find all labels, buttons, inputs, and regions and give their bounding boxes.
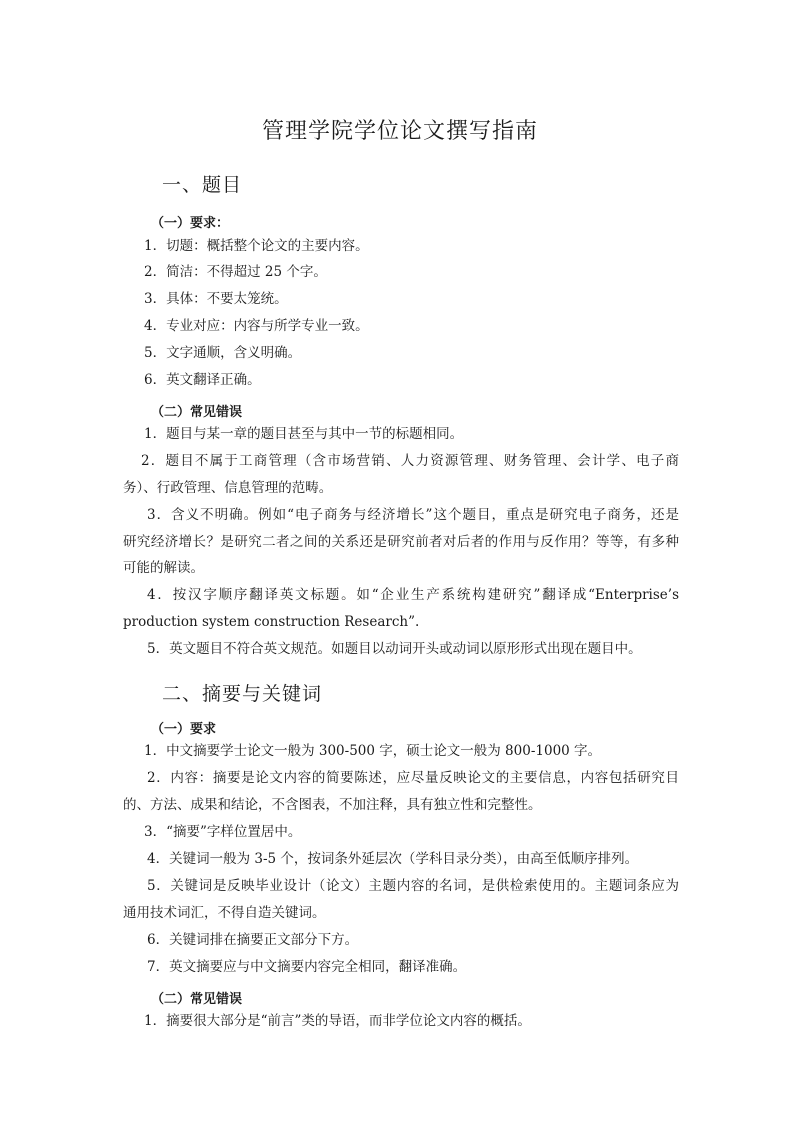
subsection-heading-requirements: （一）要求： (151, 216, 230, 231)
list-item: 7．英文摘要应与中文摘要内容完全相同，翻译准确。 (147, 959, 467, 975)
list-item: 1．题目与某一章的题目甚至与其中一节的标题相同。 (144, 426, 464, 442)
paragraph-line: 研究经济增长？是研究二者之间的关系还是研究前者对后者的作用与反作用？等等，有多种 (123, 534, 679, 550)
list-item: 1．摘要很大部分是“前言”类的导语，而非学位论文内容的概括。 (144, 1013, 531, 1029)
page-title: 管理学院学位论文撰写指南 (261, 119, 538, 144)
paragraph-line: 可能的解读。 (123, 560, 204, 576)
subsection-heading-common-errors: （二）常见错误 (151, 992, 243, 1007)
paragraph-line: 4．按汉字顺序翻译英文标题。如“企业生产系统构建研究”翻译成“Enterprise’s (147, 587, 679, 603)
paragraph-line: 务）、行政管理、信息管理的范畴。 (123, 480, 333, 496)
section-heading-abstract-keywords: 二、摘要与关键词 (162, 683, 323, 705)
list-item: 5．文字通顺，含义明确。 (144, 345, 302, 361)
section-heading-title: 一、题目 (162, 174, 243, 196)
paragraph-line: 5．关键词是反映毕业设计（论文）主题内容的名词，是供检索使用的。主题词条应为 (147, 878, 679, 894)
list-item: 2．简洁：不得超过 25 个字。 (144, 264, 327, 280)
paragraph-line: 2．题目不属于工商管理（含市场营销、人力资源管理、财务管理、会计学、电子商 (141, 453, 679, 469)
list-item: 6．英文翻译正确。 (144, 372, 261, 388)
paragraph-line: 的、方法、成果和结论，不含图表，不加注释，具有独立性和完整性。 (123, 797, 542, 813)
paragraph-line: 3．含义不明确。例如“电子商务与经济增长”这个题目，重点是研究电子商务，还是 (147, 507, 679, 523)
subsection-heading-common-errors: （二）常见错误 (151, 405, 243, 420)
list-item: 3．具体：不要太笼统。 (144, 291, 288, 307)
list-item: 1．中文摘要学士论文一般为 300-500 字，硕士论文一般为 800-1000 字。 (144, 743, 602, 759)
list-item: 5．英文题目不符合英文规范。如题目以动词开头或动词以原形形式出现在题目中。 (147, 641, 642, 657)
subsection-heading-requirements: （一）要求 (151, 722, 217, 737)
list-item: 4．关键词一般为 3-5 个，按词条外延层次（学科目录分类），由高至低顺序排列。 (147, 851, 639, 867)
paragraph-line: production system construction Research”. (123, 614, 420, 630)
list-item: 1．切题：概括整个论文的主要内容。 (144, 238, 369, 254)
paragraph-line: 2．内容：摘要是论文内容的简要陈述，应尽量反映论文的主要信息，内容包括研究目 (147, 770, 679, 786)
list-item: 4．专业对应：内容与所学专业一致。 (144, 318, 369, 334)
list-item: 6．关键词排在摘要正文部分下方。 (147, 932, 359, 948)
paragraph-line: 通用技术词汇，不得自造关键词。 (123, 905, 326, 921)
list-item: 3．“摘要”字样位置居中。 (144, 824, 302, 840)
